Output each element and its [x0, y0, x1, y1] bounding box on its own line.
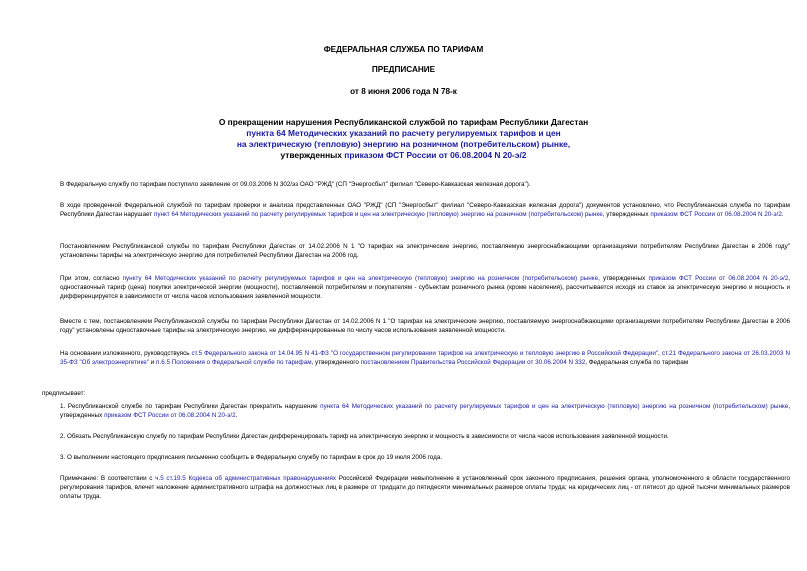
- paragraph-1: В Федеральную службу по тарифам поступило заявление от 09.03.2006 N 302/эз ОАО "РЖД" (СП "Энергосбыт" филиал "Северо-Кавказская железная дорога").: [60, 181, 531, 188]
- p4-text-a: При этом, согласно: [60, 275, 123, 282]
- p6-link-law-35fz[interactable]: ст.21 Федерального закона от 26.03.2003 N 35-ФЗ "Об электроэнергетике": [60, 350, 790, 366]
- p6-link-fst-regulation[interactable]: п.6.5 Положения о Федеральной службе по тарифам: [156, 358, 312, 366]
- p2-text-c: .: [781, 210, 784, 218]
- note-paragraph: [42, 475, 790, 502]
- p6-link-government-decree[interactable]: постановлением Правительства Российской Федерации от 30.06.2004 N 332: [360, 358, 586, 366]
- subject-link-fst-order[interactable]: приказом ФСТ России от 06.08.2004 N 20-э/2: [344, 150, 527, 160]
- p6-text-b: ,: [658, 350, 662, 357]
- p4-link-point-64[interactable]: пункту 64 Методических указаний по расчету регулируемых тарифов и цен на электрическую (тепловую) энергию на розничном (потребительском) рынке: [122, 275, 599, 282]
- paragraph-prescribes: предписывает:: [42, 390, 86, 397]
- paragraph-4: [42, 275, 790, 302]
- paragraph-3: Постановлением Республиканской службы по тарифам Республики Дагестан от 14.02.2006 N 1 "О тарифах на электрические энергию, поставляемую энергоснабжающими организациями потребителям Республики Дагестан в 2006 году" установлены тарифы на электрическую энергию для потребителей Республики Дагестан на 2006 год.: [60, 243, 790, 259]
- subject-line-4: [0, 150, 807, 162]
- item-2: 2. Обязать Республиканскую службу по тарифам Республики Дагестан дифференцировать тариф на электрическую энергию и мощность в зависимости от числа часов использования заявленной мощности.: [60, 433, 669, 440]
- paragraph-6: [42, 350, 790, 368]
- p2-text-a: В ходе проведенной Федеральной службой по тарифам проверки и анализа представленных ОАО "РЖД" (СП "Энергосбыт" филиал "Северо-Кавказская железная дорога") документов установлено, что Республиканская служба по тарифам Республики Дагестан нарушает: [60, 202, 790, 218]
- subject-link-methodical-instructions[interactable]: пункта 64 Методических указаний по расчету регулируемых тарифов и цен: [246, 128, 561, 138]
- item-1: [42, 403, 790, 421]
- subject-line-4-prefix: утвержденных: [280, 150, 345, 160]
- agency-title: ФЕДЕРАЛЬНАЯ СЛУЖБА ПО ТАРИФАМ: [323, 45, 484, 54]
- item-1-text-b: , утвержденных: [60, 403, 790, 419]
- document-date: от 8 июня 2006 года N 78-к: [350, 87, 457, 96]
- paragraph-5: Вместе с тем, постановлением Республиканской службы по тарифам Республики Дагестан от 14.02.2006 N 1 "О тарифах на электрические энергию, поставляемую энергоснабжающими организациями потребителям Республики Дагестан в 2006 году" установлены одноставочные тарифы на электрическую энергию, не дифференцированные по числу часов использования заявленной мощности.: [60, 318, 790, 334]
- p6-link-law-41fz[interactable]: ст.5 Федерального закона от 14.04.95 N 41-ФЗ "О государственном регулировании тарифов на электрическую и тепловую энергию в Российской Федерации": [191, 350, 659, 357]
- item-1-text-c: .: [235, 411, 238, 419]
- p2-link-fst-order[interactable]: приказом ФСТ России от 06.08.2004 N 20-э/2: [650, 210, 782, 218]
- item-1-link-fst-order[interactable]: приказом ФСТ России от 06.08.2004 N 20-э/2: [104, 411, 236, 419]
- item-1-link-point-64[interactable]: пункта 64 Методических указаний по расчету регулируемых тарифов и цен на электрическую (тепловую) энергию на розничном (потребительском) рынке: [320, 403, 789, 410]
- note-text-b: Российской Федерации невыполнение в установленный срок законного предписания, решения органа, уполномоченного в области государственного регулирования тарифов, влечет наложение административного штрафа на должностных лиц в размере от тридцати до пятидесяти минимальных размеров оплаты труда; на юридических лиц - от пятисот до одной тысячи минимальных размеров оплаты труда.: [60, 475, 790, 500]
- item-1-text-a: 1. Республиканской службе по тарифам Республики Дагестан прекратить нарушение: [60, 403, 321, 410]
- p6-text-c: и: [149, 358, 157, 366]
- item-3: 3. О выполнении настоящего предписания письменно сообщить в Федеральную службу по тарифам в срок до 19 июля 2006 года.: [60, 454, 443, 461]
- document-type: ПРЕДПИСАНИЕ: [371, 65, 436, 74]
- p6-text-e: , Федеральная служба по тарифам: [585, 358, 689, 366]
- subject-link-retail-market[interactable]: на электрическую (тепловую) энергию на розничном (потребительском) рынке,: [236, 139, 571, 149]
- note-text-a: Примечание: В соответствии с: [60, 475, 156, 482]
- subject-line-3: [0, 139, 807, 151]
- note-link-koap[interactable]: ч.5 ст.19.5 Кодекса об административных правонарушениях: [155, 475, 337, 482]
- p6-text-d: , утвержденного: [311, 358, 361, 366]
- p6-text-a: На основании изложенного, руководствуясь: [60, 350, 192, 357]
- p4-text-b: , утвержденных: [598, 275, 649, 282]
- p2-text-b: , утвержденных: [602, 210, 651, 218]
- p4-link-fst-order[interactable]: приказом ФСТ России от 06.08.2004 N 20-э/2: [648, 275, 789, 282]
- p2-link-point-64[interactable]: пункт 64 Методических указаний по расчету регулируемых тарифов и цен на электрическую (тепловую) энергию на розничном (потребительском) рынке: [153, 210, 603, 218]
- subject-line-2: [0, 128, 807, 140]
- subject-line-1: О прекращении нарушения Республиканской службой по тарифам Республики Дагестан: [218, 117, 589, 127]
- p4-text-c: , одноставочный тариф (цена) покупки электрической энергии (мощности), поставляемой потребителям и покупателям - субъектам розничного рынка (кроме населения), рассчитывается исходя из ставок за электрическую энергию и мощность и дифференцируется в зависимости от числа часов использования заявленной мощности.: [60, 275, 790, 300]
- paragraph-2: [42, 202, 790, 220]
